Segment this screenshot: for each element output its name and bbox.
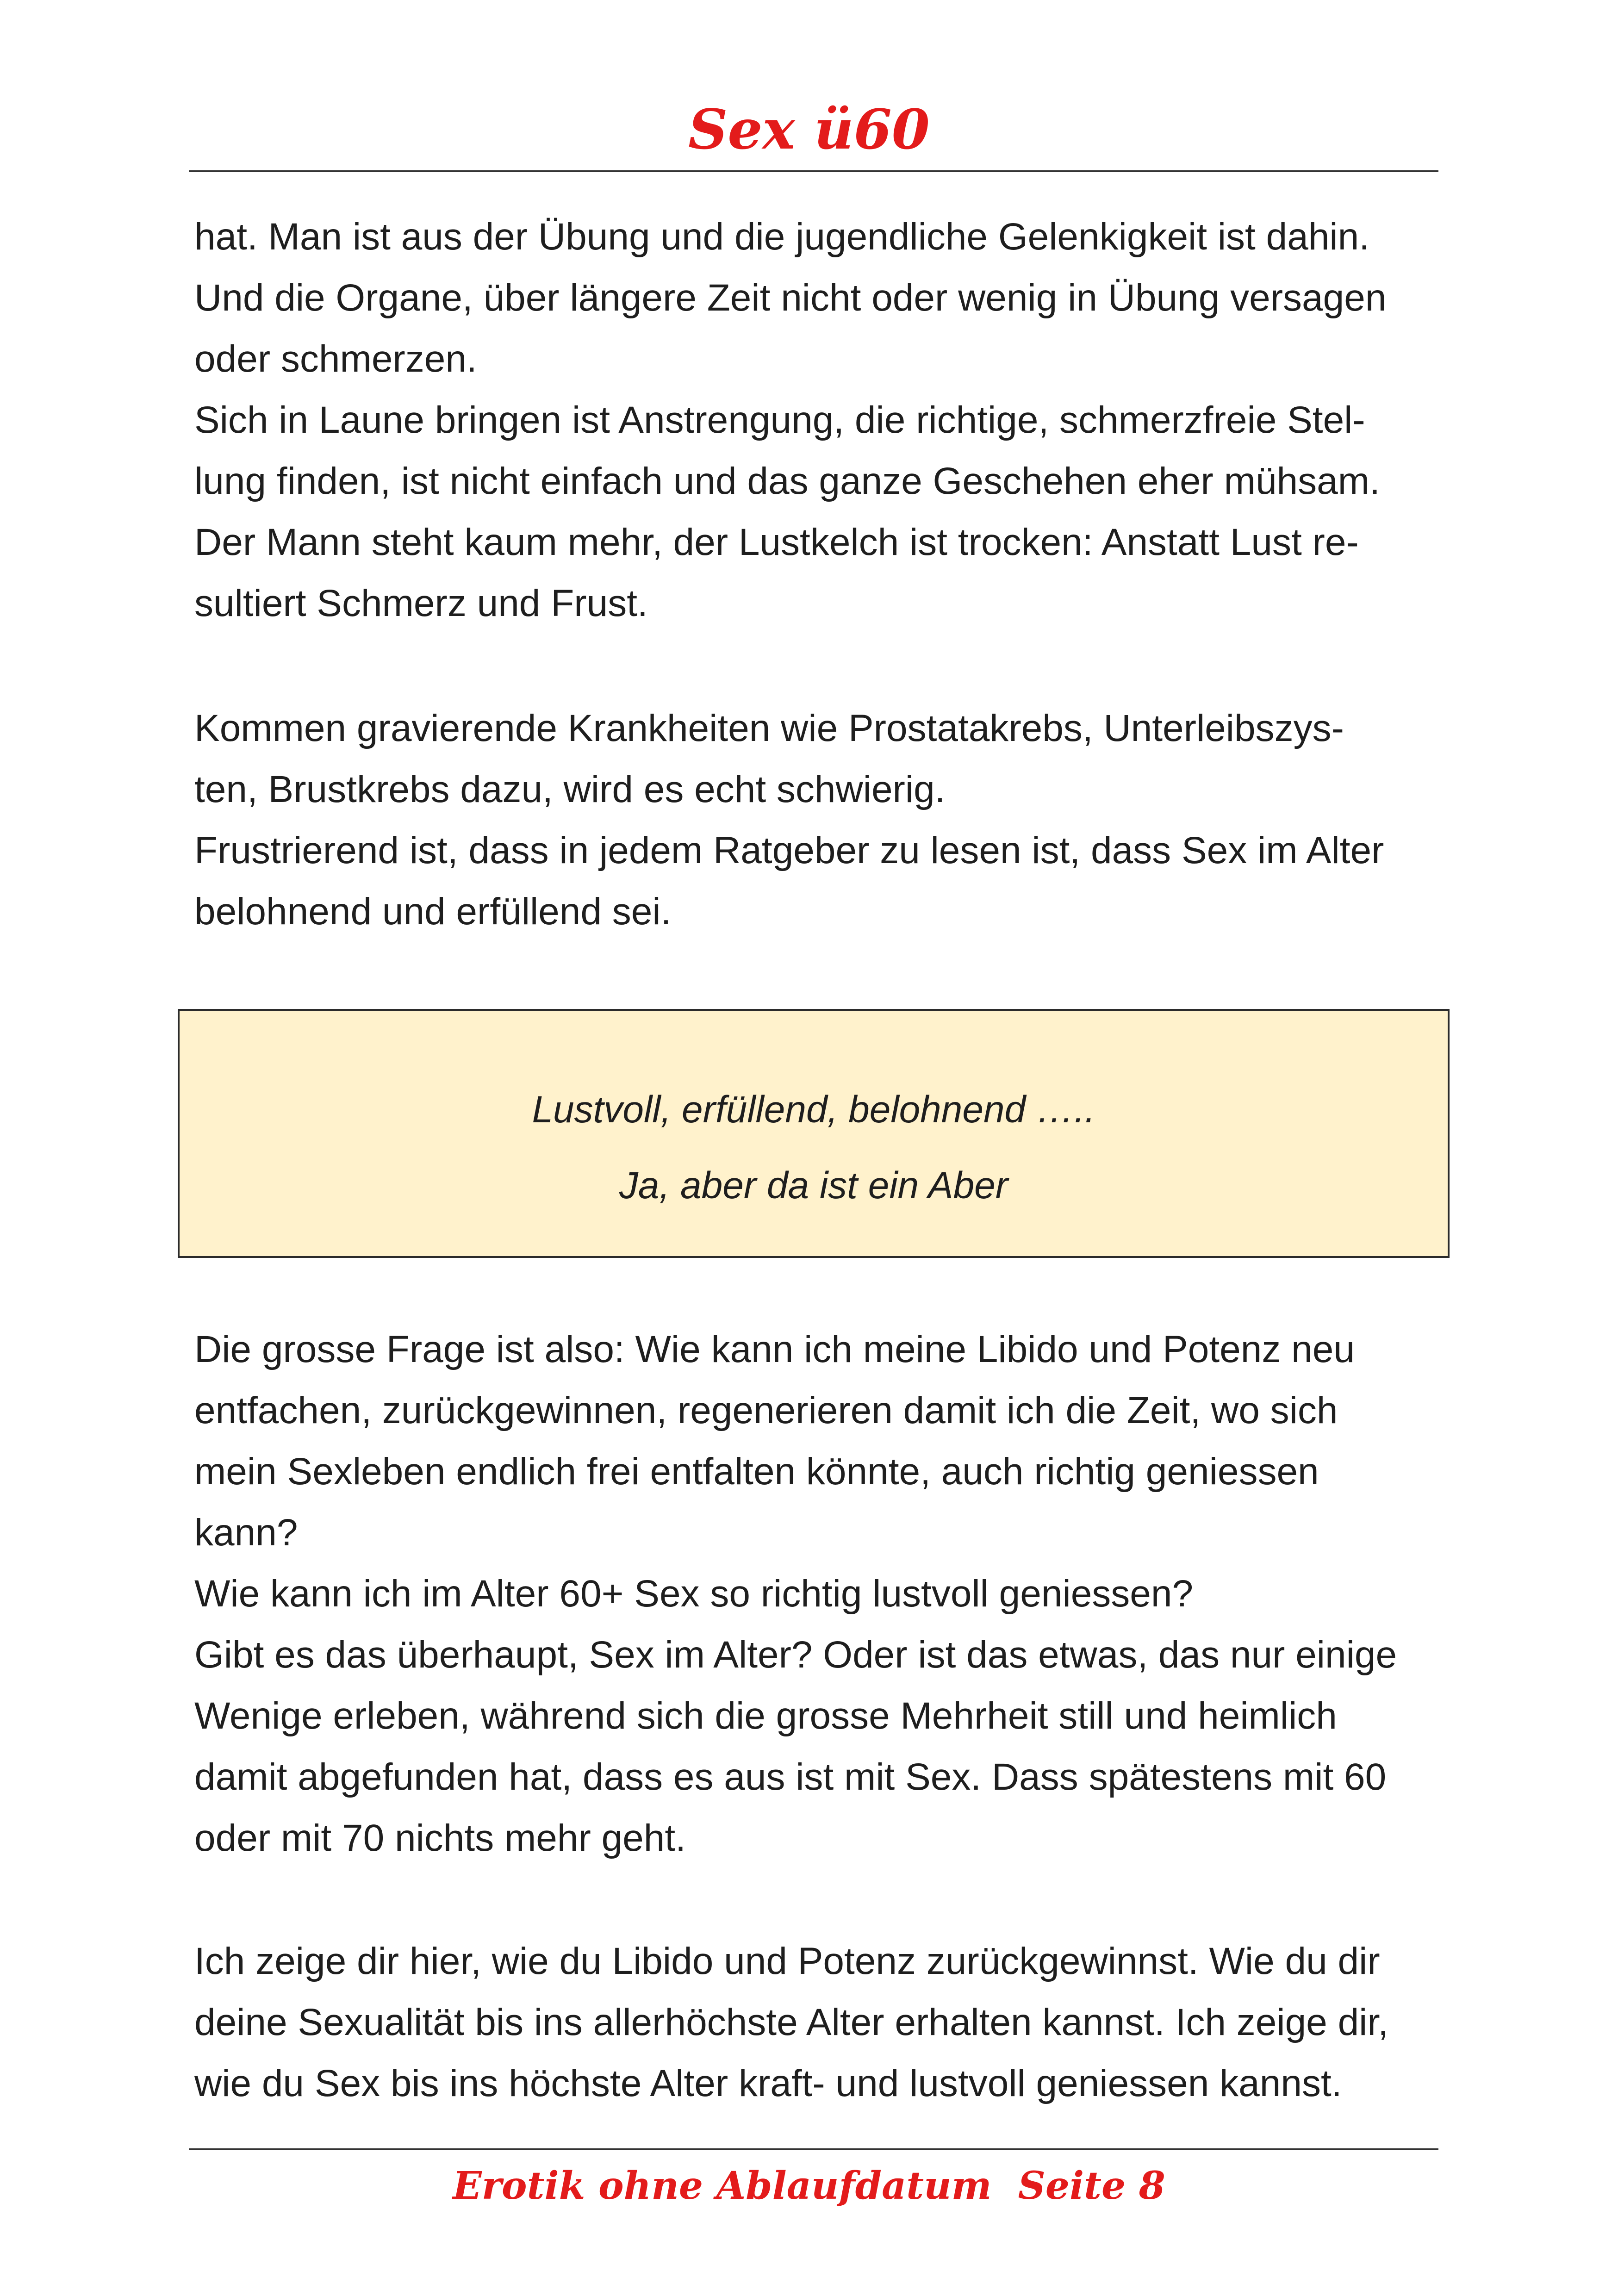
text-line: wie du Sex bis ins höchste Alter kraft- und lustvoll geniessen kannst. <box>194 2062 1342 2104</box>
text-line: hat. Man ist aus der Übung und die jugendliche Gelenkigkeit ist dahin. <box>194 216 1370 258</box>
text-line: Der Mann steht kaum mehr, der Lustkelch ist trocken: Anstatt Lust re- <box>194 521 1359 563</box>
text-line: belohnend und erfüllend sei. <box>194 890 672 933</box>
text-line: Kommen gravierende Krankheiten wie Prostatakrebs, Unterleibszys- <box>194 707 1344 749</box>
text-line: Frustrierend ist, dass in jedem Ratgeber zu lesen ist, dass Sex im Alter <box>194 829 1384 871</box>
callout-text <box>180 1072 1448 1224</box>
text-line: lung finden, ist nicht einfach und das ganze Geschehen eher mühsam. <box>194 460 1380 502</box>
text-line: ten, Brustkrebs dazu, wird es echt schwierig. <box>194 768 946 810</box>
text-line: Ich zeige dir hier, wie du Libido und Potenz zurückgewinnst. Wie du dir <box>194 1940 1380 1982</box>
text-line: Die grosse Frage ist also: Wie kann ich meine Libido und Potenz neu <box>194 1328 1355 1370</box>
text-line: damit abgefunden hat, dass es aus ist mit Sex. Dass spätestens mit 60 <box>194 1756 1387 1798</box>
text-line: Sich in Laune bringen ist Anstrengung, die richtige, schmerzfreie Stel- <box>194 399 1365 441</box>
page-footer: Erotik ohne Ablaufdatum Seite 8 <box>453 2164 1165 2208</box>
text-line: Und die Organe, über längere Zeit nicht oder wenig in Übung versagen <box>194 277 1387 319</box>
header-divider <box>189 170 1438 172</box>
text-line: kann? <box>194 1512 298 1554</box>
text-line: Wenige erleben, während sich die grosse Mehrheit still und heimlich <box>194 1695 1337 1737</box>
text-line: oder schmerzen. <box>194 338 477 380</box>
paragraph-1 <box>194 206 1435 634</box>
text-line: oder mit 70 nichts mehr geht. <box>194 1817 686 1859</box>
text-line: sultiert Schmerz und Frust. <box>194 582 648 624</box>
callout-line-1: Lustvoll, erfüllend, belohnend ….. <box>532 1089 1095 1131</box>
paragraph-4 <box>194 1931 1435 2114</box>
text-line: deine Sexualität bis ins allerhöchste Alter erhalten kannst. Ich zeige dir, <box>194 2001 1388 2043</box>
text-line: mein Sexleben endlich frei entfalten könnte, auch richtig geniessen <box>194 1450 1319 1493</box>
quote-callout-box <box>178 1009 1450 1258</box>
text-line: entfachen, zurückgewinnen, regenerieren damit ich die Zeit, wo sich <box>194 1389 1338 1431</box>
paragraph-3 <box>194 1319 1435 1869</box>
callout-line-2: Ja, aber da ist ein Aber <box>619 1164 1008 1207</box>
page-header-title: Sex ü60 <box>688 97 930 162</box>
paragraph-2 <box>194 698 1435 942</box>
text-line: Wie kann ich im Alter 60+ Sex so richtig lustvoll geniessen? <box>194 1573 1194 1615</box>
footer-divider <box>189 2148 1438 2150</box>
text-line: Gibt es das überhaupt, Sex im Alter? Oder ist das etwas, das nur einige <box>194 1634 1397 1676</box>
